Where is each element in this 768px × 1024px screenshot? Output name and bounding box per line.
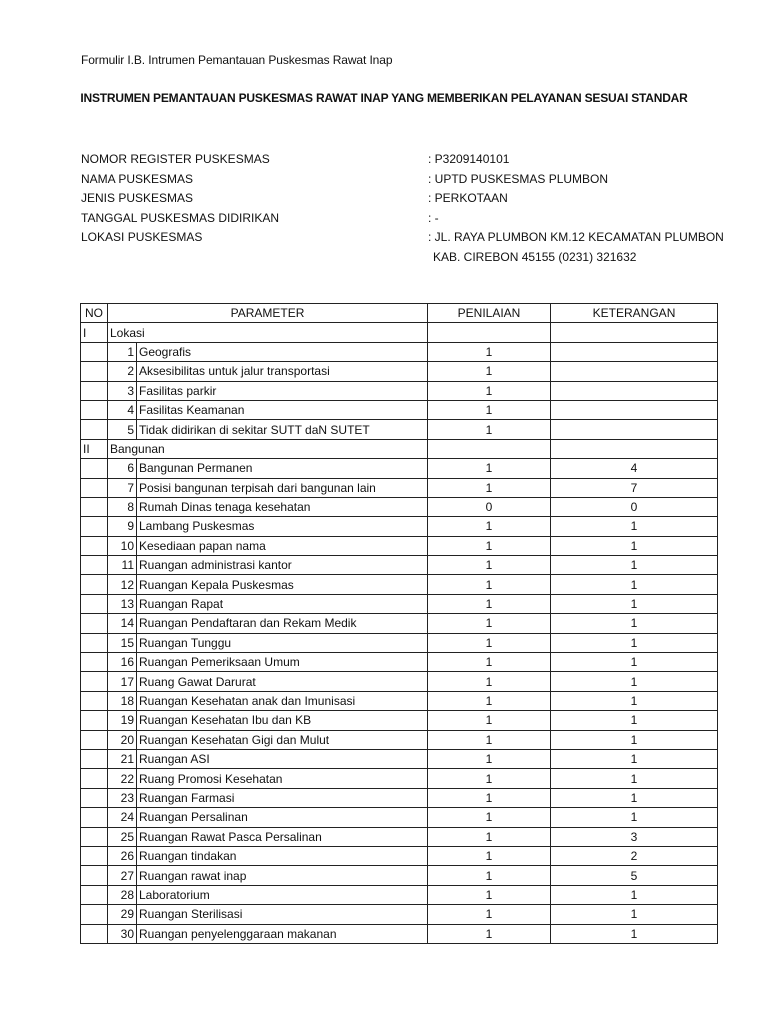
row-number: 5 [108,420,137,439]
row-keterangan: 1 [551,575,718,594]
table-row [81,459,718,478]
info-row [81,150,731,170]
table-body [81,323,718,944]
row-keterangan: 1 [551,633,718,652]
row-blank-cell [81,691,108,710]
row-parameter: Geografis [137,342,428,361]
row-penilaian: 1 [428,866,551,885]
table-row [81,478,718,497]
row-keterangan: 1 [551,614,718,633]
row-keterangan: 7 [551,478,718,497]
section-number: II [81,439,108,458]
section-name-text: Lokasi [110,325,145,340]
row-blank-cell [81,420,108,439]
table-section-row [81,439,718,458]
section-name [108,323,428,342]
info-value: : JL. RAYA PLUMBON KM.12 KECAMATAN PLUMBON [428,230,724,244]
row-blank-cell [81,769,108,788]
row-blank-cell [81,788,108,807]
row-blank-cell [81,827,108,846]
table-header-row [81,304,718,323]
row-parameter: Ruangan ASI [137,749,428,768]
table-row [81,575,718,594]
row-number: 9 [108,517,137,536]
table-row [81,905,718,924]
row-parameter: Ruangan Farmasi [137,788,428,807]
row-parameter: Fasilitas parkir [137,381,428,400]
row-penilaian: 1 [428,594,551,613]
table-row [81,924,718,943]
row-keterangan: 1 [551,536,718,555]
row-blank-cell [81,594,108,613]
row-keterangan: 1 [551,749,718,768]
row-parameter: Ruangan Rapat [137,594,428,613]
table-row [81,614,718,633]
info-label: JENIS PUSKESMAS [81,191,194,205]
table-row [81,846,718,865]
table-row [81,342,718,361]
section-name [108,439,428,458]
table-row [81,827,718,846]
table-row [81,711,718,730]
puskesmas-info [81,150,731,267]
table-row [81,808,718,827]
row-number: 19 [108,711,137,730]
info-row [81,209,731,229]
row-keterangan [551,420,718,439]
row-blank-cell [81,924,108,943]
row-keterangan: 1 [551,653,718,672]
row-blank-cell [81,885,108,904]
row-penilaian: 1 [428,362,551,381]
row-penilaian: 1 [428,672,551,691]
row-blank-cell [81,749,108,768]
row-penilaian: 1 [428,769,551,788]
row-penilaian: 1 [428,808,551,827]
row-parameter: Ruangan tindakan [137,846,428,865]
form-title: Formulir I.B. Intrumen Pemantauan Puskesmas Rawat Inap [81,53,393,67]
row-penilaian: 1 [428,653,551,672]
table-row [81,381,718,400]
row-keterangan: 1 [551,924,718,943]
row-blank-cell [81,478,108,497]
row-number: 8 [108,497,137,516]
row-penilaian: 1 [428,711,551,730]
row-number: 21 [108,749,137,768]
section-keterangan [551,323,718,342]
row-keterangan: 0 [551,497,718,516]
row-parameter: Ruangan administrasi kantor [137,556,428,575]
info-value: : - [428,210,439,225]
section-keterangan [551,439,718,458]
info-label: NAMA PUSKESMAS [81,171,194,186]
row-keterangan: 1 [551,556,718,575]
row-parameter: Ruang Gawat Darurat [137,672,428,691]
row-parameter: Ruangan Rawat Pasca Persalinan [137,827,428,846]
row-number: 13 [108,594,137,613]
info-value: : PERKOTAAN [428,191,508,205]
row-number: 3 [108,381,137,400]
row-parameter: Ruangan penyelenggaraan makanan [137,924,428,943]
row-penilaian: 1 [428,730,551,749]
row-penilaian: 1 [428,517,551,536]
row-parameter: Ruangan Persalinan [137,808,428,827]
row-parameter: Lambang Puskesmas [137,517,428,536]
table-row [81,866,718,885]
row-number: 4 [108,400,137,419]
section-penilaian [428,439,551,458]
row-parameter: Ruangan Pendaftaran dan Rekam Medik [137,614,428,633]
section-number: I [81,323,108,342]
row-penilaian: 1 [428,885,551,904]
row-keterangan: 1 [551,691,718,710]
info-row [81,228,731,248]
row-blank-cell [81,536,108,555]
row-parameter: Ruangan Tunggu [137,633,428,652]
row-keterangan: 1 [551,885,718,904]
row-keterangan [551,342,718,361]
row-number: 24 [108,808,137,827]
row-parameter: Ruangan Kesehatan Gigi dan Mulut [137,730,428,749]
row-blank-cell [81,517,108,536]
row-parameter: Fasilitas Keamanan [137,400,428,419]
table-row [81,556,718,575]
row-number: 22 [108,769,137,788]
row-blank-cell [81,633,108,652]
row-blank-cell [81,342,108,361]
row-number: 23 [108,788,137,807]
row-penilaian: 1 [428,459,551,478]
parameter-table [80,303,718,944]
table-row [81,400,718,419]
row-number: 14 [108,614,137,633]
row-keterangan: 1 [551,905,718,924]
row-parameter: Bangunan Permanen [137,459,428,478]
row-blank-cell [81,556,108,575]
row-keterangan: 5 [551,866,718,885]
table-row [81,420,718,439]
row-blank-cell [81,672,108,691]
row-keterangan: 1 [551,808,718,827]
row-parameter: Rumah Dinas tenaga kesehatan [137,497,428,516]
info-row [81,248,731,268]
table-row [81,633,718,652]
row-blank-cell [81,459,108,478]
row-penilaian: 1 [428,614,551,633]
row-keterangan: 1 [551,672,718,691]
row-number: 7 [108,478,137,497]
row-number: 25 [108,827,137,846]
table-row [81,536,718,555]
row-penilaian: 1 [428,536,551,555]
row-keterangan [551,362,718,381]
row-parameter: Aksesibilitas untuk jalur transportasi [137,362,428,381]
table-row [81,497,718,516]
table-row [81,691,718,710]
row-penilaian: 1 [428,905,551,924]
row-number: 17 [108,672,137,691]
row-number: 6 [108,459,137,478]
info-label: LOKASI PUSKESMAS [81,230,203,244]
header-keterangan: KETERANGAN [551,304,718,323]
row-keterangan: 2 [551,846,718,865]
row-number: 2 [108,362,137,381]
row-penilaian: 1 [428,342,551,361]
row-number: 28 [108,885,137,904]
row-number: 10 [108,536,137,555]
table-row [81,653,718,672]
row-parameter: Laboratorium [137,885,428,904]
table-row [81,672,718,691]
row-keterangan: 1 [551,711,718,730]
row-number: 18 [108,691,137,710]
row-blank-cell [81,905,108,924]
row-number: 16 [108,653,137,672]
row-penilaian: 1 [428,381,551,400]
row-blank-cell [81,497,108,516]
table-row [81,749,718,768]
table-row [81,769,718,788]
row-keterangan: 1 [551,769,718,788]
row-number: 11 [108,556,137,575]
table-row [81,517,718,536]
row-keterangan: 4 [551,459,718,478]
row-keterangan: 1 [551,594,718,613]
table-row [81,362,718,381]
row-keterangan: 3 [551,827,718,846]
header-no: NO [81,304,108,323]
row-blank-cell [81,846,108,865]
table-row [81,730,718,749]
header-parameter: PARAMETER [108,304,428,323]
row-blank-cell [81,730,108,749]
row-blank-cell [81,381,108,400]
row-parameter: Kesediaan papan nama [137,536,428,555]
row-blank-cell [81,808,108,827]
row-number: 30 [108,924,137,943]
row-parameter: Ruangan Kepala Puskesmas [137,575,428,594]
row-penilaian: 1 [428,575,551,594]
row-keterangan: 1 [551,517,718,536]
row-keterangan [551,381,718,400]
section-penilaian [428,323,551,342]
row-penilaian: 1 [428,827,551,846]
table-row [81,788,718,807]
row-penilaian: 0 [428,497,551,516]
row-penilaian: 1 [428,749,551,768]
row-number: 29 [108,905,137,924]
row-number: 20 [108,730,137,749]
row-penilaian: 1 [428,633,551,652]
row-blank-cell [81,614,108,633]
info-row [81,189,731,209]
document-title: INSTRUMEN PEMANTAUAN PUSKESMAS RAWAT INAP YANG MEMBERIKAN PELAYANAN SESUAI STANDAR [80,91,688,105]
row-parameter: Ruangan Sterilisasi [137,905,428,924]
row-penilaian: 1 [428,478,551,497]
row-number: 12 [108,575,137,594]
row-parameter: Ruangan Kesehatan Ibu dan KB [137,711,428,730]
row-number: 27 [108,866,137,885]
row-blank-cell [81,711,108,730]
row-number: 1 [108,342,137,361]
row-keterangan: 1 [551,730,718,749]
section-name-text: Bangunan [110,441,165,456]
row-penilaian: 1 [428,924,551,943]
row-number: 15 [108,633,137,652]
row-penilaian: 1 [428,400,551,419]
info-row [81,170,731,190]
row-penilaian: 1 [428,846,551,865]
row-penilaian: 1 [428,556,551,575]
table-row [81,594,718,613]
row-keterangan: 1 [551,788,718,807]
table-section-row [81,323,718,342]
info-value: : P3209140101 [428,152,510,166]
row-number: 26 [108,846,137,865]
info-label: NOMOR REGISTER PUSKESMAS [81,152,270,166]
row-keterangan [551,400,718,419]
row-blank-cell [81,400,108,419]
row-penilaian: 1 [428,788,551,807]
row-blank-cell [81,362,108,381]
table-row [81,885,718,904]
row-parameter: Posisi bangunan terpisah dari bangunan lain [137,478,428,497]
info-value-continuation: KAB. CIREBON 45155 (0231) 321632 [433,249,637,264]
row-parameter: Tidak didirikan di sekitar SUTT daN SUTET [137,420,428,439]
row-parameter: Ruangan Kesehatan anak dan Imunisasi [137,691,428,710]
row-blank-cell [81,653,108,672]
row-penilaian: 1 [428,691,551,710]
row-blank-cell [81,575,108,594]
info-value: : UPTD PUSKESMAS PLUMBON [428,171,609,186]
row-parameter: Ruangan Pemeriksaan Umum [137,653,428,672]
row-parameter: Ruangan rawat inap [137,866,428,885]
row-blank-cell [81,866,108,885]
row-penilaian: 1 [428,420,551,439]
header-penilaian: PENILAIAN [428,304,551,323]
row-parameter: Ruang Promosi Kesehatan [137,769,428,788]
info-label: TANGGAL PUSKESMAS DIDIRIKAN [81,210,280,225]
